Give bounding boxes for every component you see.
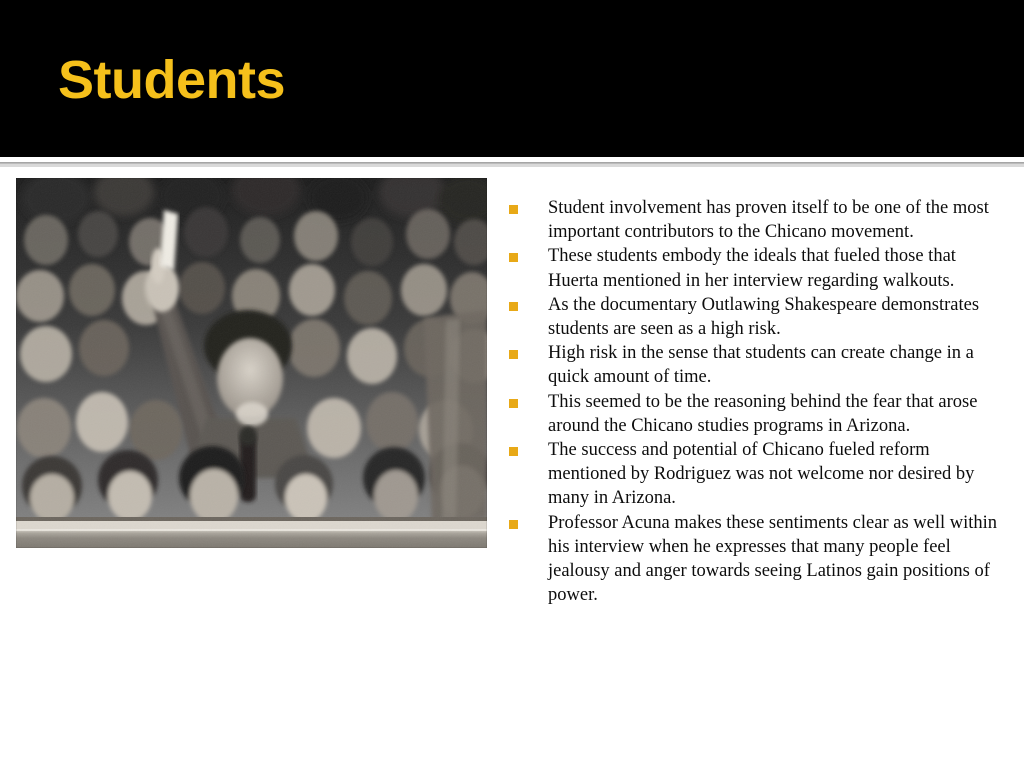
list-item	[509, 293, 1009, 341]
title-divider-rule-secondary	[0, 165, 1024, 167]
list-item	[509, 438, 1009, 511]
bullet-text: This seemed to be the reasoning behind the fear that arose around the Chicano studies programs in Arizona.	[548, 391, 978, 436]
bullet-text: Student involvement has proven itself to be one of the most important contributors to the Chicano movement.	[548, 198, 989, 243]
square-bullet-icon	[509, 253, 518, 262]
bullet-text: The success and potential of Chicano fueled reform mentioned by Rodriguez was not welcome nor desired by many in Arizona.	[548, 440, 975, 509]
title-band	[0, 0, 1024, 157]
list-item	[509, 390, 1009, 438]
square-bullet-icon	[509, 302, 518, 311]
list-item	[509, 196, 1009, 244]
square-bullet-icon	[509, 350, 518, 359]
list-item	[509, 511, 1009, 608]
list-item	[509, 341, 1009, 389]
square-bullet-icon	[509, 205, 518, 214]
crowd-photograph-graphic	[16, 178, 487, 548]
bullet-text: Professor Acuna makes these sentiments clear as well within his interview when he expresses that many people feel jealousy and anger towards seeing Latinos gain positions of power.	[548, 512, 998, 606]
square-bullet-icon	[509, 399, 518, 408]
page-title: Students	[58, 50, 286, 110]
bullet-text: High risk in the sense that students can create change in a quick amount of time.	[548, 343, 974, 388]
square-bullet-icon	[509, 520, 518, 529]
slide-photo	[16, 178, 487, 548]
bullet-text: These students embody the ideals that fueled those that Huerta mentioned in her interview regarding walkouts.	[548, 246, 956, 291]
bullet-text: As the documentary Outlawing Shakespeare demonstrates students are seen as a high risk.	[548, 294, 980, 340]
square-bullet-icon	[509, 447, 518, 456]
bullet-list	[509, 196, 1009, 607]
list-item	[509, 244, 1009, 292]
